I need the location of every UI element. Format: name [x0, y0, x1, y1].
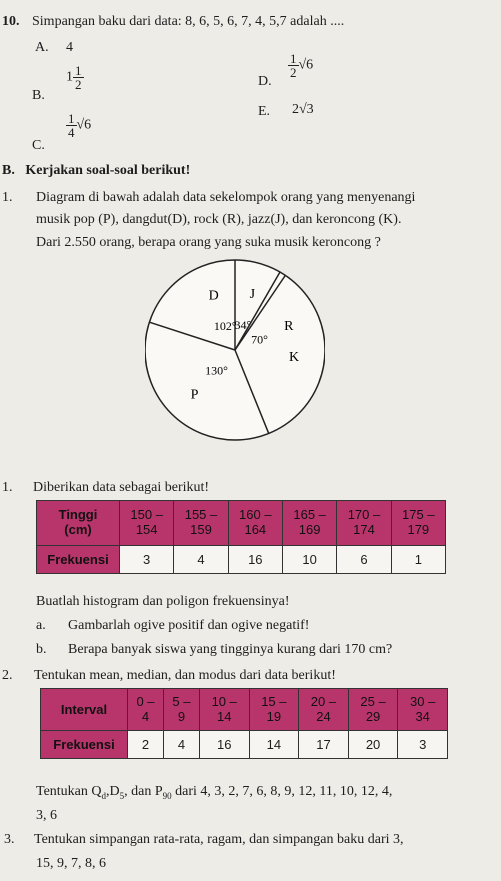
section-b-heading: B. Kerjakan soal-soal berikut! — [2, 163, 191, 178]
interval-upper: 34 — [415, 708, 430, 724]
interval-lower: 25 – — [360, 693, 386, 709]
question-2-line1-end: dari 4, 3, 2, 7, 6, 8, 9, 12, 11, 10, 12, 4, — [171, 784, 393, 799]
interval-upper: 169 — [298, 522, 321, 537]
interval-lower: 20 – — [310, 693, 337, 709]
interval-lower: 150 – — [130, 507, 163, 523]
frequency-cell: 20 — [348, 731, 398, 759]
question-3-line1: Tentukan simpangan rata-rata, ragam, dan simpangan baku dari 3, — [34, 832, 404, 847]
interval-cell — [163, 689, 199, 731]
interval-lower: 160 – — [239, 507, 272, 523]
interval-cell — [249, 689, 299, 731]
interval-upper: 24 — [316, 708, 331, 724]
interval-lower: 175 – — [402, 507, 435, 523]
pie-slice-label: D — [208, 288, 219, 304]
frequency-cell: 4 — [174, 546, 228, 574]
question-3-number: 3. — [4, 832, 15, 847]
question-1b-a-letter: a. — [36, 618, 46, 633]
interval-lower: 15 – — [261, 693, 287, 709]
frequency-cell: 3 — [398, 731, 448, 759]
height-header-label2: (cm) — [64, 522, 92, 537]
interval-lower: 165 – — [293, 507, 326, 523]
option-b-fraction — [73, 64, 84, 91]
option-b-whole: 1 — [66, 69, 73, 85]
interval-upper: 159 — [190, 522, 212, 537]
frequency-cell: 2 — [128, 731, 164, 759]
height-header-cell — [37, 501, 120, 546]
question-1b-instruction: Buatlah histogram dan poligon frekuensinya! — [36, 594, 290, 609]
pie-slice-label: K — [289, 350, 300, 366]
interval-lower: 170 – — [347, 507, 381, 523]
interval-cell — [282, 501, 336, 546]
interval-cell — [120, 501, 174, 546]
interval-header-cell: Interval — [41, 689, 128, 731]
option-b-value — [66, 64, 84, 91]
question-1-line2: musik pop (P), dangdut(D), rock (R), jazz(J), dan keroncong (K). — [36, 212, 402, 227]
subscript-d: d — [101, 790, 107, 801]
interval-cell — [128, 689, 164, 731]
height-table — [36, 500, 446, 574]
question-1b-text: Diberikan data sebagai berikut! — [33, 480, 210, 495]
frequency-cell: 16 — [228, 546, 282, 574]
option-c-denominator: 4 — [68, 125, 75, 140]
subscript-90: 90 — [162, 790, 172, 801]
interval-lower: 155 – — [184, 507, 218, 523]
question-1b-b-text: Berapa banyak siswa yang tingginya kurang dari 170 cm? — [68, 642, 393, 657]
question-1-line1: Diagram di bawah adalah data sekelompok orang yang menyenangi — [36, 190, 416, 205]
interval-cell — [299, 689, 349, 731]
pie-chart — [145, 252, 325, 452]
interval-cell — [391, 501, 445, 546]
interval-cell — [348, 689, 398, 731]
frequency-cell: 16 — [199, 731, 249, 759]
question-1b-number: 1. — [2, 480, 13, 495]
option-c-value — [66, 112, 91, 139]
option-d-denominator: 2 — [290, 65, 297, 80]
interval-lower: 10 – — [211, 693, 237, 709]
option-a-letter: A. — [35, 40, 49, 55]
frequency-label-cell: Frekuensi — [41, 731, 128, 759]
pie-angle-label: 34° — [234, 318, 252, 333]
frequency-cell: 3 — [120, 546, 174, 574]
option-c-letter: C. — [32, 138, 45, 153]
question-2-line2: 3, 6 — [36, 808, 57, 823]
pie-angle-label: 102° — [213, 318, 237, 333]
option-b-denominator: 2 — [75, 77, 82, 92]
option-b-numerator: 1 — [75, 63, 82, 78]
frequency-cell: 1 — [391, 546, 445, 574]
frequency-label-cell: Frekuensi — [37, 546, 120, 574]
question-1b-b-letter: b. — [36, 642, 47, 657]
interval-upper: 9 — [177, 708, 186, 724]
option-d-value — [288, 52, 313, 79]
option-c-fraction — [66, 112, 77, 139]
option-d-fraction — [288, 52, 299, 79]
option-d-root: √6 — [298, 57, 314, 73]
question-2-line1-d: ,D — [106, 784, 120, 799]
question-2-number: 2. — [2, 668, 13, 683]
interval-cell — [398, 689, 448, 731]
frequency-cell: 17 — [299, 731, 349, 759]
pie-slice-label: P — [190, 387, 199, 403]
option-c-numerator: 1 — [68, 111, 75, 126]
interval-upper: 14 — [217, 708, 232, 724]
question-1b-a-text: Gambarlah ogive positif dan ogive negatif! — [68, 618, 310, 633]
height-header-label1: Tinggi — [58, 507, 98, 523]
question-2-line1 — [36, 784, 392, 801]
interval-upper: 4 — [141, 708, 150, 724]
pie-slice-label: R — [284, 318, 294, 334]
option-e-value: 2√3 — [292, 102, 314, 117]
interval-lower: 0 – — [136, 693, 155, 709]
question-3-line2: 15, 9, 7, 8, 6 — [36, 856, 106, 871]
question-2-line1-p: , dan P — [124, 784, 163, 799]
frequency-cell: 14 — [249, 731, 299, 759]
frequency-cell: 4 — [163, 731, 199, 759]
interval-upper: 19 — [266, 708, 282, 724]
frequency-cell: 10 — [282, 546, 336, 574]
interval-lower: 5 – — [172, 693, 191, 709]
option-b-letter: B. — [32, 88, 45, 103]
interval-cell — [228, 501, 282, 546]
interval-cell — [337, 501, 391, 546]
question-2-line1-start: Tentukan Q — [36, 784, 102, 799]
question-2-text: Tentukan mean, median, dan modus dari data berikut! — [34, 668, 336, 683]
question-10-number: 10. — [2, 14, 20, 29]
option-e-letter: E. — [258, 104, 271, 119]
option-d-numerator: 1 — [290, 51, 297, 66]
frequency-cell: 6 — [337, 546, 391, 574]
subscript-5: 5 — [119, 790, 125, 801]
interval-cell — [199, 689, 249, 731]
question-10-text: Simpangan baku dari data: 8, 6, 5, 6, 7, 4, 5,7 adalah .... — [32, 14, 345, 29]
interval-lower: 30 – — [410, 693, 436, 709]
pie-angle-label: 130° — [205, 363, 228, 378]
option-a-value: 4 — [66, 40, 73, 55]
interval-cell — [174, 501, 228, 546]
pie-slice-label: J — [249, 287, 256, 303]
interval-upper: 179 — [407, 522, 430, 537]
interval-upper: 29 — [365, 708, 381, 724]
interval-upper: 154 — [135, 522, 158, 537]
option-c-root: √6 — [76, 117, 92, 133]
interval-table — [40, 688, 448, 759]
interval-upper: 164 — [244, 522, 267, 537]
interval-upper: 174 — [353, 522, 375, 537]
question-1-number: 1. — [2, 190, 13, 205]
pie-angle-label: 70° — [251, 332, 268, 347]
question-1-line3: Dari 2.550 orang, berapa orang yang suka musik keroncong ? — [36, 235, 381, 250]
option-d-letter: D. — [258, 74, 272, 89]
